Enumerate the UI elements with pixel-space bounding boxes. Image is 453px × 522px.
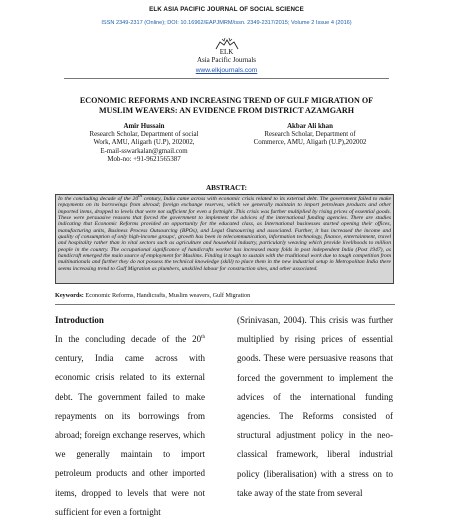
header-divider — [64, 78, 389, 79]
journal-title: ELK ASIA PACIFIC JOURNAL OF SOCIAL SCIENCE — [149, 6, 304, 13]
author-affiliation: Research Scholar, Department of — [264, 131, 356, 139]
abstract-text — [58, 196, 391, 272]
section-heading-introduction: Introduction — [55, 315, 104, 325]
author-name: Amir Hussain — [123, 123, 165, 130]
body-paragraph — [55, 330, 205, 522]
body-text-left: century, India came across with economic crisis related to its external debt. The government failed to make repayments on its borrowings from abroad; foreign exchange reserves, which we generally maintain to import petroleum products and other imported items, dropped to levels that were not sufficient for even a fortnight — [55, 353, 205, 517]
paper-title-line-2: MUSLIM WEAVERS: AN EVIDENCE FROM DISTRICT AZAMGARH — [99, 106, 354, 115]
author-affiliation: Work, AMU, Aligarh (U.P), 202002, — [93, 139, 195, 147]
author-block-1 — [84, 123, 204, 164]
issn-doi-line: ISSN 2349-2317 (Online); DOI: 10.16962/EAPJMRM/issn. 2349-2317/2015; Volume 2 Issue 4 (2016) — [101, 20, 352, 26]
author-affiliation: Research Scholar, Department of social — [89, 131, 199, 139]
website-link[interactable]: www.elkjournals.com — [195, 67, 258, 74]
author-phone: Mob-no: +91-9621565387 — [107, 155, 181, 163]
body-text-right: (Srinivasan, 2004). This crisis was further multiplied by rising prices of essential goods. These were persuasive reasons that forced the government to implement the advices of the international funding agencies. The Reforms consisted of structural adjustment policy in the neo-classical framework, liberal industrial policy (liberalisation) with a stress on to take away of the state from several — [237, 315, 393, 498]
abstract-lead: In the concluding decade of the 20 — [58, 196, 139, 202]
logo-subtitle: Asia Pacific Journals — [196, 56, 257, 64]
logo-name: ELK — [219, 48, 234, 56]
author-name: Akbar Ali khan — [287, 123, 333, 130]
keywords-label: Keywords: — [55, 292, 84, 299]
body-column-left — [55, 311, 205, 522]
abstract-superscript: th — [138, 194, 143, 200]
keywords-text: Economic Reforms, Handicrafts, Muslim weavers, Gulf Migration — [83, 292, 251, 299]
paper-title — [40, 96, 413, 116]
paper-title-line-1: ECONOMIC REFORMS AND INCREASING TREND OF GULF MIGRATION OF — [79, 96, 374, 105]
keywords-line — [55, 292, 400, 299]
author-block-2 — [240, 123, 380, 148]
body-column-right — [237, 311, 393, 503]
body-lead: In the concluding decade of the 20 — [55, 334, 202, 344]
body-superscript: th — [201, 335, 205, 340]
author-affiliation: Commerce, AMU, Aligarh (U.P),202002 — [253, 139, 367, 147]
abstract-heading: ABSTRACT: — [205, 184, 247, 192]
keywords-divider — [55, 304, 395, 305]
abstract-body: century, India came across with economic crisis related to its external debt. The government failed to make repayments on its borrowings from abroad; foreign exchange reserves, which we generally maintain to import petroleum products and other imported items, dropped to levels that were not sufficient for even a fortnight .This crisis was further multiplied by rising prices of essential goods. These were persuasive reasons that forced the government to implement the advices of the international funding agencies. There are studies indicating that Economic Reforms provided an opportunity for the educated class, as International businesses started opening their offices, manufacturing units, Business Process Outsourcing (BPOs), and Legal Outsourcing and associated. Further, it has increased the income and quality of consumption of only high-income groups', growth has been in telecommunication, information technology, finance, entertainment, travel and hospitality rather than in vital sectors such as agriculture and household industry, particularly weaving which provide livelihoods to million people in the country. The occupational significance of handicrafts worker has increased many folds in post independent India (Post 1947), as handicraft emerged the main source of employment for Muslims. Finding it tough to sustain with the traditional work due to tough competition from multinationals and further they do not possess the technical knowledge (skill) to place them in the new industrial setup in Metropolitan India there seems increasing trend to Gulf Migration as plumbers, unskilled labour for construction sites, and other associated. — [58, 196, 391, 272]
author-email: E-mail-sswarkalan@gmail.com — [100, 147, 188, 155]
abstract-box — [55, 194, 394, 284]
